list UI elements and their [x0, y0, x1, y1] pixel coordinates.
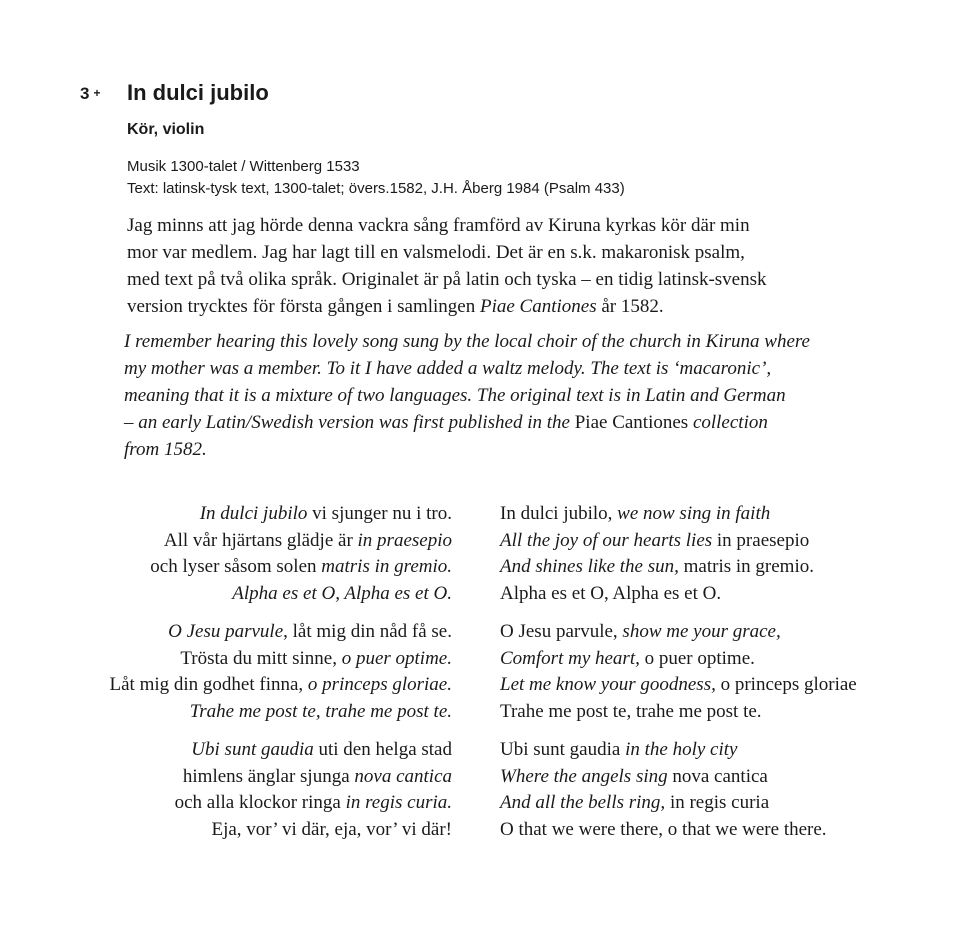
verse-line	[500, 672, 857, 699]
verse-text: Where the angels sing	[500, 765, 668, 787]
stanza	[500, 619, 857, 725]
verse-line	[500, 501, 857, 528]
intro-english-line: I remember hearing this lovely song sung by the local choir of the church in Kiruna where	[124, 331, 810, 352]
intro-swedish-line	[127, 293, 887, 320]
verse-latin: O Jesu parvule,	[500, 621, 623, 642]
intro-text: år 1582.	[596, 296, 664, 317]
verse-text: And shines like the sun,	[500, 556, 679, 577]
verse-latin: In dulci jubilo	[199, 503, 308, 524]
collection-title: Piae Cantiones	[479, 296, 597, 317]
intro-text: – an early Latin/Swedish version was first published in the	[124, 412, 575, 433]
verses-swedish	[110, 501, 452, 855]
verse-text: we now sing in faith	[617, 503, 771, 524]
verse-latin: o puer optime.	[639, 647, 755, 669]
verse-text: All vår hjärtans glädje är	[163, 529, 358, 551]
verse-line	[500, 764, 857, 791]
verse-text: , låt mig din nåd få se.	[283, 621, 452, 642]
verse-text: Eja, vor’ vi där, eja, vor’ vi där!	[211, 818, 452, 840]
verse-line	[110, 581, 452, 608]
intro-english-line: meaning that it is a mixture of two languages. The original text is in Latin and German	[124, 385, 786, 406]
stanza	[110, 619, 452, 725]
song-number	[80, 84, 100, 104]
verse-line	[110, 528, 452, 555]
verses-english	[500, 501, 857, 855]
verse-latin: nova cantica	[354, 765, 452, 787]
verse-line	[500, 528, 857, 555]
verse-line	[110, 619, 452, 646]
verse-text: show me your grace,	[622, 621, 781, 642]
verse-line	[110, 672, 452, 699]
verse-text: O that we were there, o that we were there.	[500, 818, 827, 840]
verse-latin: In dulci jubilo,	[500, 503, 618, 524]
intro-english	[124, 328, 884, 463]
verse-line	[500, 619, 857, 646]
intro-text: version trycktes för första gången i samlingen	[127, 296, 480, 317]
verse-line	[110, 554, 452, 581]
verse-latin: o puer optime.	[341, 647, 452, 669]
verse-line	[500, 581, 857, 608]
verse-latin: o princeps gloriae	[715, 674, 857, 695]
verse-text: himlens änglar sjunga	[182, 765, 355, 787]
verse-text: och alla klockor ringa	[174, 792, 346, 813]
verse-latin: Ubi sunt gaudia	[500, 739, 626, 760]
verse-line	[500, 554, 857, 581]
verse-latin: Trahe me post te, trahe me post te.	[189, 700, 452, 722]
verse-text: in the holy city	[625, 739, 738, 760]
verse-line	[110, 790, 452, 817]
verse-latin: in praesepio	[357, 529, 452, 551]
verse-text: Comfort my heart,	[500, 647, 640, 669]
verse-latin: in regis curia	[665, 792, 770, 813]
collection-title: Piae Cantiones	[574, 412, 689, 433]
verse-text: Låt mig din godhet finna,	[109, 674, 308, 695]
verse-line	[110, 699, 452, 726]
verse-line	[110, 501, 452, 528]
verse-text: och lyser såsom solen	[150, 556, 322, 577]
verse-line	[500, 699, 857, 726]
verse-latin: o princeps gloriae.	[307, 674, 452, 695]
intro-swedish-line: med text på två olika språk. Originalet är på latin och tyska – en tidig latinsk-svensk	[127, 269, 767, 290]
intro-english-line: my mother was a member. To it I have added a waltz melody. The text is ‘macaronic’,	[124, 358, 772, 379]
verse-latin: nova cantica	[667, 765, 768, 787]
verse-line	[500, 790, 857, 817]
verse-latin: Alpha es et O, Alpha es et O.	[500, 582, 722, 604]
stanza	[500, 501, 857, 607]
song-number-value: 3	[80, 84, 90, 103]
intro-swedish-line: mor var medlem. Jag har lagt till en valsmelodi. Det är en s.k. makaronisk psalm,	[127, 242, 745, 263]
verse-text: And all the bells ring,	[500, 792, 666, 813]
song-title: In dulci jubilo	[127, 80, 269, 105]
verse-text: uti den helga stad	[313, 739, 452, 760]
verse-line	[110, 764, 452, 791]
stanza	[500, 737, 857, 843]
verse-latin: Alpha es et O, Alpha es et O.	[232, 582, 452, 604]
verse-line	[110, 737, 452, 764]
verse-latin: Ubi sunt gaudia	[191, 739, 314, 760]
verse-latin: matris in gremio.	[321, 556, 452, 577]
song-number-mark: +	[93, 86, 101, 100]
verse-text: vi sjunger nu i tro.	[307, 503, 452, 524]
intro-english-line: from 1582.	[124, 439, 207, 460]
verse-latin: Trahe me post te, trahe me post te.	[500, 700, 762, 722]
song-subtitle: Kör, violin	[127, 121, 205, 138]
verse-latin: in praesepio	[712, 529, 810, 551]
intro-swedish	[127, 212, 887, 320]
stanza	[110, 501, 452, 607]
intro-english-line	[124, 409, 884, 436]
verse-text: Trösta du mitt sinne,	[180, 647, 342, 669]
verse-line	[500, 737, 857, 764]
verse-latin: O Jesu parvule	[168, 621, 284, 642]
verse-latin: matris in gremio.	[678, 556, 814, 577]
verse-line	[110, 817, 452, 844]
verse-line	[110, 646, 452, 673]
verse-latin: in regis curia.	[345, 792, 452, 813]
verse-line	[500, 817, 857, 844]
credits	[127, 156, 625, 200]
verse-text: Let me know your goodness,	[500, 674, 716, 695]
verse-line	[500, 646, 857, 673]
intro-swedish-line: Jag minns att jag hörde denna vackra sång framförd av Kiruna kyrkas kör där min	[127, 215, 750, 236]
intro-text: collection	[688, 412, 768, 433]
verse-text: All the joy of our hearts lies	[500, 529, 713, 551]
text-credit: Text: latinsk-tysk text, 1300-talet; övers.1582, J.H. Åberg 1984 (Psalm 433)	[127, 180, 625, 197]
music-credit: Musik 1300-talet / Wittenberg 1533	[127, 158, 360, 175]
stanza	[110, 737, 452, 843]
